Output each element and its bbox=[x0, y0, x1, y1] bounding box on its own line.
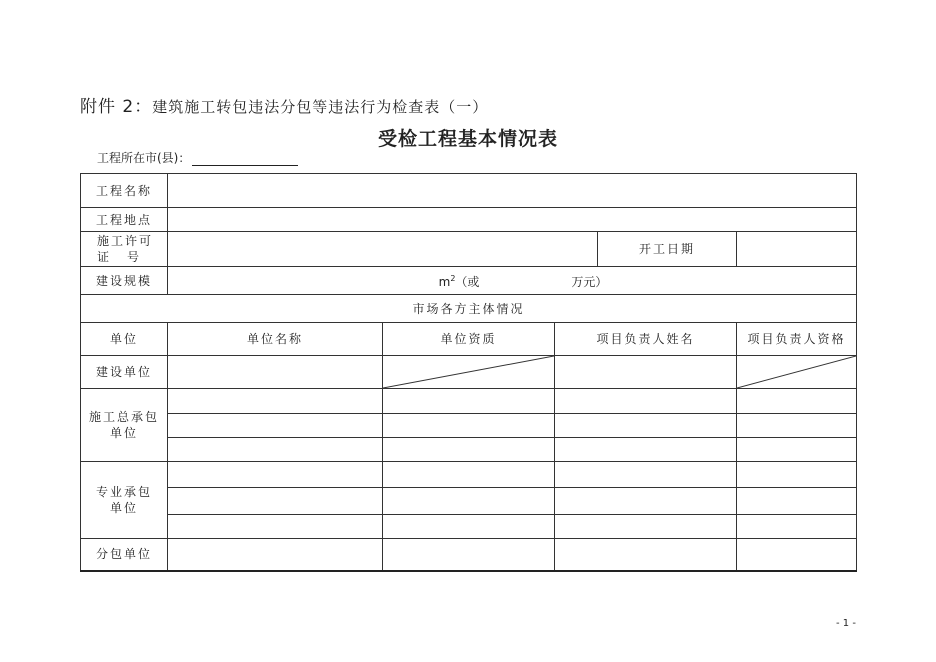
col-header-unit: 单位 bbox=[81, 323, 168, 356]
table-cell[interactable] bbox=[555, 539, 737, 571]
table-cell[interactable] bbox=[555, 462, 737, 488]
annex-heading bbox=[80, 92, 488, 117]
row-builder bbox=[81, 356, 857, 389]
table-cell[interactable] bbox=[737, 414, 857, 438]
specialty-contractor-label bbox=[81, 462, 168, 539]
scale-unit-or: （或 bbox=[455, 275, 480, 289]
table-cell[interactable] bbox=[737, 438, 857, 462]
table-cell[interactable] bbox=[737, 515, 857, 539]
table-cell[interactable] bbox=[737, 488, 857, 515]
row-scale bbox=[81, 267, 857, 295]
table-cell[interactable] bbox=[383, 462, 555, 488]
project-location-label: 工程地点 bbox=[81, 208, 168, 232]
table-cell[interactable] bbox=[383, 438, 555, 462]
table-cell[interactable] bbox=[555, 488, 737, 515]
row-market-section bbox=[81, 295, 857, 323]
scale-unit-m: m bbox=[438, 275, 451, 289]
page-title: 受检工程基本情况表 bbox=[377, 128, 558, 150]
row-specialty-3 bbox=[81, 515, 857, 539]
specialty-label-line2: 单位 bbox=[109, 501, 138, 515]
builder-name-field[interactable] bbox=[168, 356, 383, 389]
general-contractor-label bbox=[81, 389, 168, 462]
annex-title: 建筑施工转包违法分包等违法行为检查表（一） bbox=[152, 98, 489, 116]
table-cell[interactable] bbox=[383, 515, 555, 539]
row-column-headers bbox=[81, 323, 857, 356]
start-date-field[interactable] bbox=[737, 232, 857, 267]
table-cell[interactable] bbox=[383, 389, 555, 414]
inspection-form-table bbox=[80, 173, 857, 572]
project-name-label: 工程名称 bbox=[81, 174, 168, 208]
general-contractor-label-line2: 单位 bbox=[109, 426, 138, 440]
table-cell[interactable] bbox=[168, 462, 383, 488]
scale-field[interactable] bbox=[168, 267, 857, 295]
col-header-unit-name: 单位名称 bbox=[168, 323, 383, 356]
city-line bbox=[97, 149, 298, 166]
table-cell[interactable] bbox=[168, 389, 383, 414]
builder-manager-qualification-crossed-cell bbox=[737, 356, 857, 389]
col-header-manager-qualification: 项目负责人资格 bbox=[737, 323, 857, 356]
table-cell[interactable] bbox=[383, 414, 555, 438]
col-header-manager-name: 项目负责人姓名 bbox=[555, 323, 737, 356]
table-cell[interactable] bbox=[555, 414, 737, 438]
row-specialty-2 bbox=[81, 488, 857, 515]
row-project-name bbox=[81, 174, 857, 208]
row-general-contractor-3 bbox=[81, 438, 857, 462]
table-cell[interactable] bbox=[168, 515, 383, 539]
subcontractor-label: 分包单位 bbox=[81, 539, 168, 571]
scale-unit-wan: 万元） bbox=[571, 275, 608, 289]
market-section-title: 市场各方主体情况 bbox=[81, 295, 857, 323]
table-cell[interactable] bbox=[555, 438, 737, 462]
row-general-contractor-2 bbox=[81, 414, 857, 438]
builder-qualification-crossed-cell bbox=[383, 356, 555, 389]
start-date-label: 开工日期 bbox=[598, 232, 737, 267]
col-header-qualification: 单位资质 bbox=[383, 323, 555, 356]
city-field[interactable] bbox=[192, 151, 298, 166]
table-cell[interactable] bbox=[383, 488, 555, 515]
builder-label: 建设单位 bbox=[81, 356, 168, 389]
scale-unit-sup: 2 bbox=[450, 274, 456, 283]
permit-number-field[interactable] bbox=[168, 232, 598, 267]
table-cell[interactable] bbox=[168, 488, 383, 515]
table-cell[interactable] bbox=[168, 539, 383, 571]
specialty-label-line1: 专业承包 bbox=[95, 485, 152, 499]
row-project-location bbox=[81, 208, 857, 232]
row-general-contractor-1 bbox=[81, 389, 857, 414]
page-number: - 1 - bbox=[836, 618, 856, 629]
row-specialty-1 bbox=[81, 462, 857, 488]
general-contractor-label-line1: 施工总承包 bbox=[88, 410, 159, 424]
table-cell[interactable] bbox=[555, 515, 737, 539]
table-cell[interactable] bbox=[737, 539, 857, 571]
project-location-field[interactable] bbox=[168, 208, 857, 232]
table-cell[interactable] bbox=[383, 539, 555, 571]
diagonal-slash bbox=[737, 356, 856, 388]
row-subcontractor bbox=[81, 539, 857, 571]
scale-label: 建设规模 bbox=[81, 267, 168, 295]
permit-label bbox=[81, 232, 168, 267]
permit-label-line1: 施工许可 bbox=[97, 234, 154, 248]
city-label: 工程所在市(县)： bbox=[97, 151, 191, 165]
table-cell[interactable] bbox=[555, 389, 737, 414]
project-name-field[interactable] bbox=[168, 174, 857, 208]
annex-prefix: 附件 2： bbox=[80, 97, 153, 117]
table-cell[interactable] bbox=[168, 414, 383, 438]
builder-manager-name-field[interactable] bbox=[555, 356, 737, 389]
diagonal-slash bbox=[383, 356, 554, 388]
permit-label-line2: 证号 bbox=[97, 250, 158, 264]
table-cell[interactable] bbox=[737, 389, 857, 414]
table-cell[interactable] bbox=[737, 462, 857, 488]
table-cell[interactable] bbox=[168, 438, 383, 462]
row-permit bbox=[81, 232, 857, 267]
